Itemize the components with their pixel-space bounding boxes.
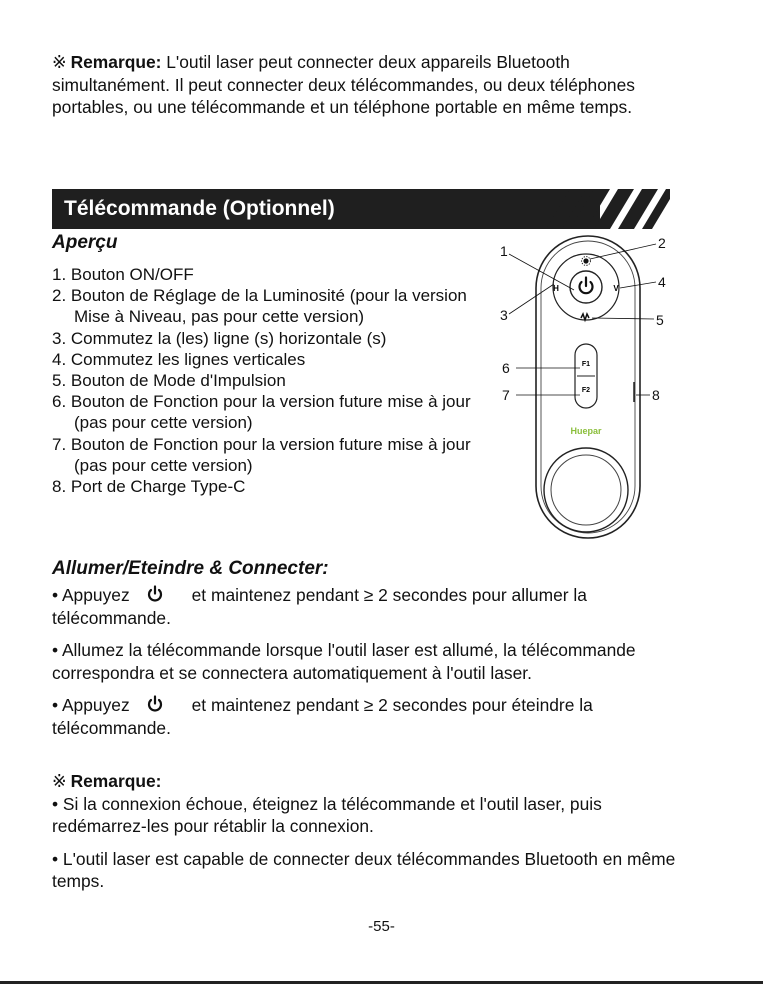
p1-before: • Appuyez xyxy=(52,585,130,605)
p3-before: • Appuyez xyxy=(52,695,130,715)
remote-diagram xyxy=(490,232,690,542)
power-paragraph-3 xyxy=(52,694,692,739)
section-title: Télécommande (Optionnel) xyxy=(64,197,335,220)
note-label: Remarque: xyxy=(70,52,162,72)
overview-list xyxy=(52,264,492,497)
callout-8: 8 xyxy=(652,387,660,403)
list-item: 1. Bouton ON/OFF xyxy=(52,265,194,284)
power-paragraph-2: • Allumez la télécommande lorsque l'outil laser est allumé, la télécommande correspondra et se connectera automatiquement à l'outil laser. xyxy=(52,640,636,683)
bottom-note-title xyxy=(52,770,692,793)
power-icon xyxy=(146,695,164,713)
power-section-body xyxy=(52,584,692,749)
power-section-heading: Allumer/Eteindre & Connecter: xyxy=(52,558,329,579)
list-item: 4. Commutez les lignes verticales xyxy=(52,349,306,369)
top-note xyxy=(52,51,692,119)
callout-5: 5 xyxy=(656,312,664,328)
list-item: 3. Commutez la (les) ligne (s) horizontale (s) xyxy=(52,328,387,348)
note-label: Remarque: xyxy=(70,771,162,791)
button-f2-label: F2 xyxy=(581,387,591,394)
bottom-note-paragraph-2: • L'outil laser est capable de connecter deux télécommandes Bluetooth en même temps. xyxy=(52,848,676,891)
callout-7: 7 xyxy=(502,387,510,403)
list-item: 7. Bouton de Fonction pour la version future mise à jour (pas pour cette version) xyxy=(52,434,471,475)
p1-after: et maintenez pendant ≥ 2 secondes pour allumer la télécommande. xyxy=(52,585,587,628)
page-number: -55- xyxy=(368,918,395,935)
p3-after: et maintenez pendant ≥ 2 secondes pour éteindre la télécommande. xyxy=(52,695,593,738)
power-icon xyxy=(146,585,164,603)
button-v-label: V xyxy=(613,284,619,293)
callout-4: 4 xyxy=(658,274,666,290)
bottom-note xyxy=(52,770,692,903)
list-item: 6. Bouton de Fonction pour la version future mise à jour (pas pour cette version) xyxy=(52,392,471,433)
power-paragraph-1 xyxy=(52,584,692,629)
note-text: L'outil laser peut connecter deux appareils Bluetooth simultanément. Il peut connecter deux télécommandes, ou deux téléphones portables, ou une télécommande et un téléphone portable en même temps. xyxy=(52,52,635,117)
callout-1: 1 xyxy=(500,243,508,259)
brand-logo: Huepar xyxy=(570,426,602,436)
callout-3: 3 xyxy=(500,307,508,323)
list-item: 8. Port de Charge Type-C xyxy=(52,477,246,497)
bottom-note-paragraph-1: • Si la connexion échoue, éteignez la télécommande et l'outil laser, puis redémarrez-les pour rétablir la connexion. xyxy=(52,793,602,836)
reference-mark: ※ xyxy=(52,52,67,72)
list-item: 2. Bouton de Réglage de la Luminosité (pour la version Mise à Niveau, pas pour cette version) xyxy=(52,286,467,327)
callout-2: 2 xyxy=(658,235,666,251)
list-item: 5. Bouton de Mode d'Impulsion xyxy=(52,371,286,391)
callout-6: 6 xyxy=(502,360,510,376)
stripes-decoration xyxy=(546,189,670,229)
button-f1-label: F1 xyxy=(581,361,591,368)
overview-heading: Aperçu xyxy=(52,232,118,253)
reference-mark: ※ xyxy=(52,771,67,791)
button-h-label: H xyxy=(553,284,559,293)
